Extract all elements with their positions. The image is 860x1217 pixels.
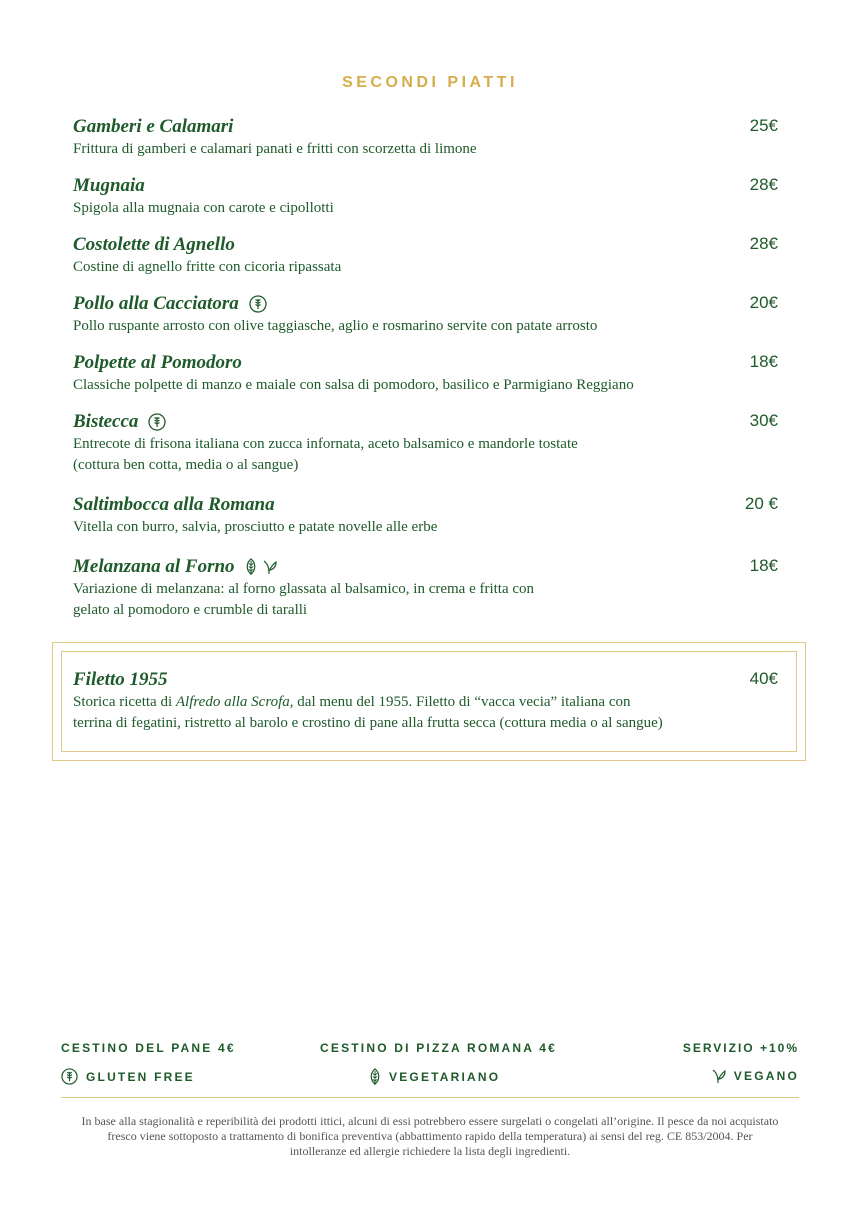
- vegetarian-icon: [369, 1068, 381, 1086]
- dish-price: 18€: [749, 556, 778, 575]
- dish-description: Spigola alla mugnaia con carote e cipollotti: [73, 200, 334, 216]
- bread-basket-label: CESTINO DEL PANE 4€: [61, 1041, 236, 1055]
- legend-vegan: [712, 1068, 799, 1084]
- special-dish-description-line-1: [73, 692, 788, 713]
- dish-item: [73, 175, 788, 219]
- dish-description: Classiche polpette di manzo e maiale con salsa di pomodoro, basilico e Parmigiano Reggiano: [73, 377, 634, 393]
- legend-vegan-label: VEGANO: [733, 1069, 799, 1083]
- dish-description-line-1: Variazione di melanzana: al forno glassata al balsamico, in crema e fritta con: [73, 581, 535, 597]
- legend-gluten-free: [61, 1068, 195, 1085]
- dish-price: 18€: [749, 352, 778, 371]
- dish-description-line-2: gelato al pomodoro e crumble di taralli: [73, 602, 308, 618]
- pizza-basket-label: CESTINO DI PIZZA ROMANA 4€: [320, 1041, 557, 1055]
- dish-item: [73, 494, 788, 538]
- vegan-icon: [712, 1068, 726, 1084]
- gluten-free-icon: [148, 413, 166, 431]
- dish-item: [73, 116, 788, 160]
- service-charge-label: SERVIZIO +10%: [682, 1041, 799, 1055]
- dish-description: Frittura di gamberi e calamari panati e fritti con scorzetta di limone: [73, 141, 477, 157]
- dish-name: Pollo alla Cacciatora: [73, 293, 239, 314]
- vegan-icon: [263, 559, 277, 575]
- dish-item: [73, 234, 788, 278]
- legend-gluten-free-label: GLUTEN FREE: [86, 1069, 195, 1084]
- dish-item: [73, 352, 788, 396]
- dish-name: Saltimbocca alla Romana: [73, 494, 275, 515]
- dish-name-row: [73, 411, 166, 433]
- dish-name: Costolette di Agnello: [73, 234, 235, 255]
- gluten-free-icon: [249, 295, 267, 313]
- disclaimer-text: In base alla stagionalità e reperibilità dei prodotti ittici, alcuni di essi potrebbero essere surgelati o congelati all’origine. Il pesce da noi acquistato fresco viene sottoposto a trattamento di bonifica preventiva (abbattimento rapido della temperatura) ai sensi del reg. CE 853/2004. Per intolleranze ed allergie richiedere la lista degli ingredienti.: [81, 1114, 779, 1158]
- dish-name-row: [73, 293, 267, 315]
- dish-name: Bistecca: [73, 411, 139, 432]
- dish-description-line-2: (cottura ben cotta, media o al sangue): [73, 457, 299, 473]
- dish-description: Costine di agnello fritte con cicoria ripassata: [73, 259, 342, 275]
- dish-name: Polpette al Pomodoro: [73, 352, 242, 373]
- footer-divider: [61, 1097, 799, 1098]
- dish-price: 20 €: [744, 494, 778, 513]
- footer-legend-row: [61, 1068, 799, 1088]
- dish-name: Melanzana al Forno: [73, 556, 235, 577]
- dish-name-row: [73, 556, 277, 578]
- dish-item: [73, 556, 788, 621]
- special-desc-italic: Alfredo alla Scrofa: [175, 694, 290, 710]
- special-dish-price: 40€: [749, 669, 778, 688]
- dish-description-line-1: Entrecote di frisona italiana con zucca infornata, aceto balsamico e mandorle tostate: [73, 436, 578, 452]
- special-dish: [73, 669, 788, 734]
- section-title: SECONDI PIATTI: [342, 74, 518, 91]
- vegetarian-icon: [245, 558, 257, 576]
- dish-price: 28€: [749, 175, 778, 194]
- dish-item: [73, 293, 788, 337]
- dish-description: Pollo ruspante arrosto con olive taggiasche, aglio e rosmarino servite con patate arrosto: [73, 318, 598, 334]
- legend-vegetarian-label: VEGETARIANO: [389, 1070, 501, 1084]
- dish-price: 20€: [749, 293, 778, 312]
- special-desc-suffix: , dal menu del 1955. Filetto di “vacca vecia” italiana con: [289, 694, 631, 710]
- gluten-free-icon: [61, 1068, 78, 1085]
- dish-item: [73, 411, 788, 476]
- dish-price: 30€: [749, 411, 778, 430]
- special-dish-description-line-2: terrina di fegatini, ristretto al barolo e crostino di pane alla frutta secca (cottura media o al sangue): [73, 715, 663, 731]
- dish-description: Vitella con burro, salvia, prosciutto e patate novelle alle erbe: [73, 519, 438, 535]
- footer-extras-row: [61, 1041, 799, 1061]
- dish-price: 25€: [749, 116, 778, 135]
- legend-vegetarian: [369, 1068, 500, 1086]
- dish-price: 28€: [749, 234, 778, 253]
- dish-name: Mugnaia: [73, 175, 145, 196]
- special-desc-prefix: Storica ricetta di: [73, 694, 176, 710]
- special-dish-name: Filetto 1955: [73, 669, 168, 690]
- dish-name: Gamberi e Calamari: [73, 116, 234, 137]
